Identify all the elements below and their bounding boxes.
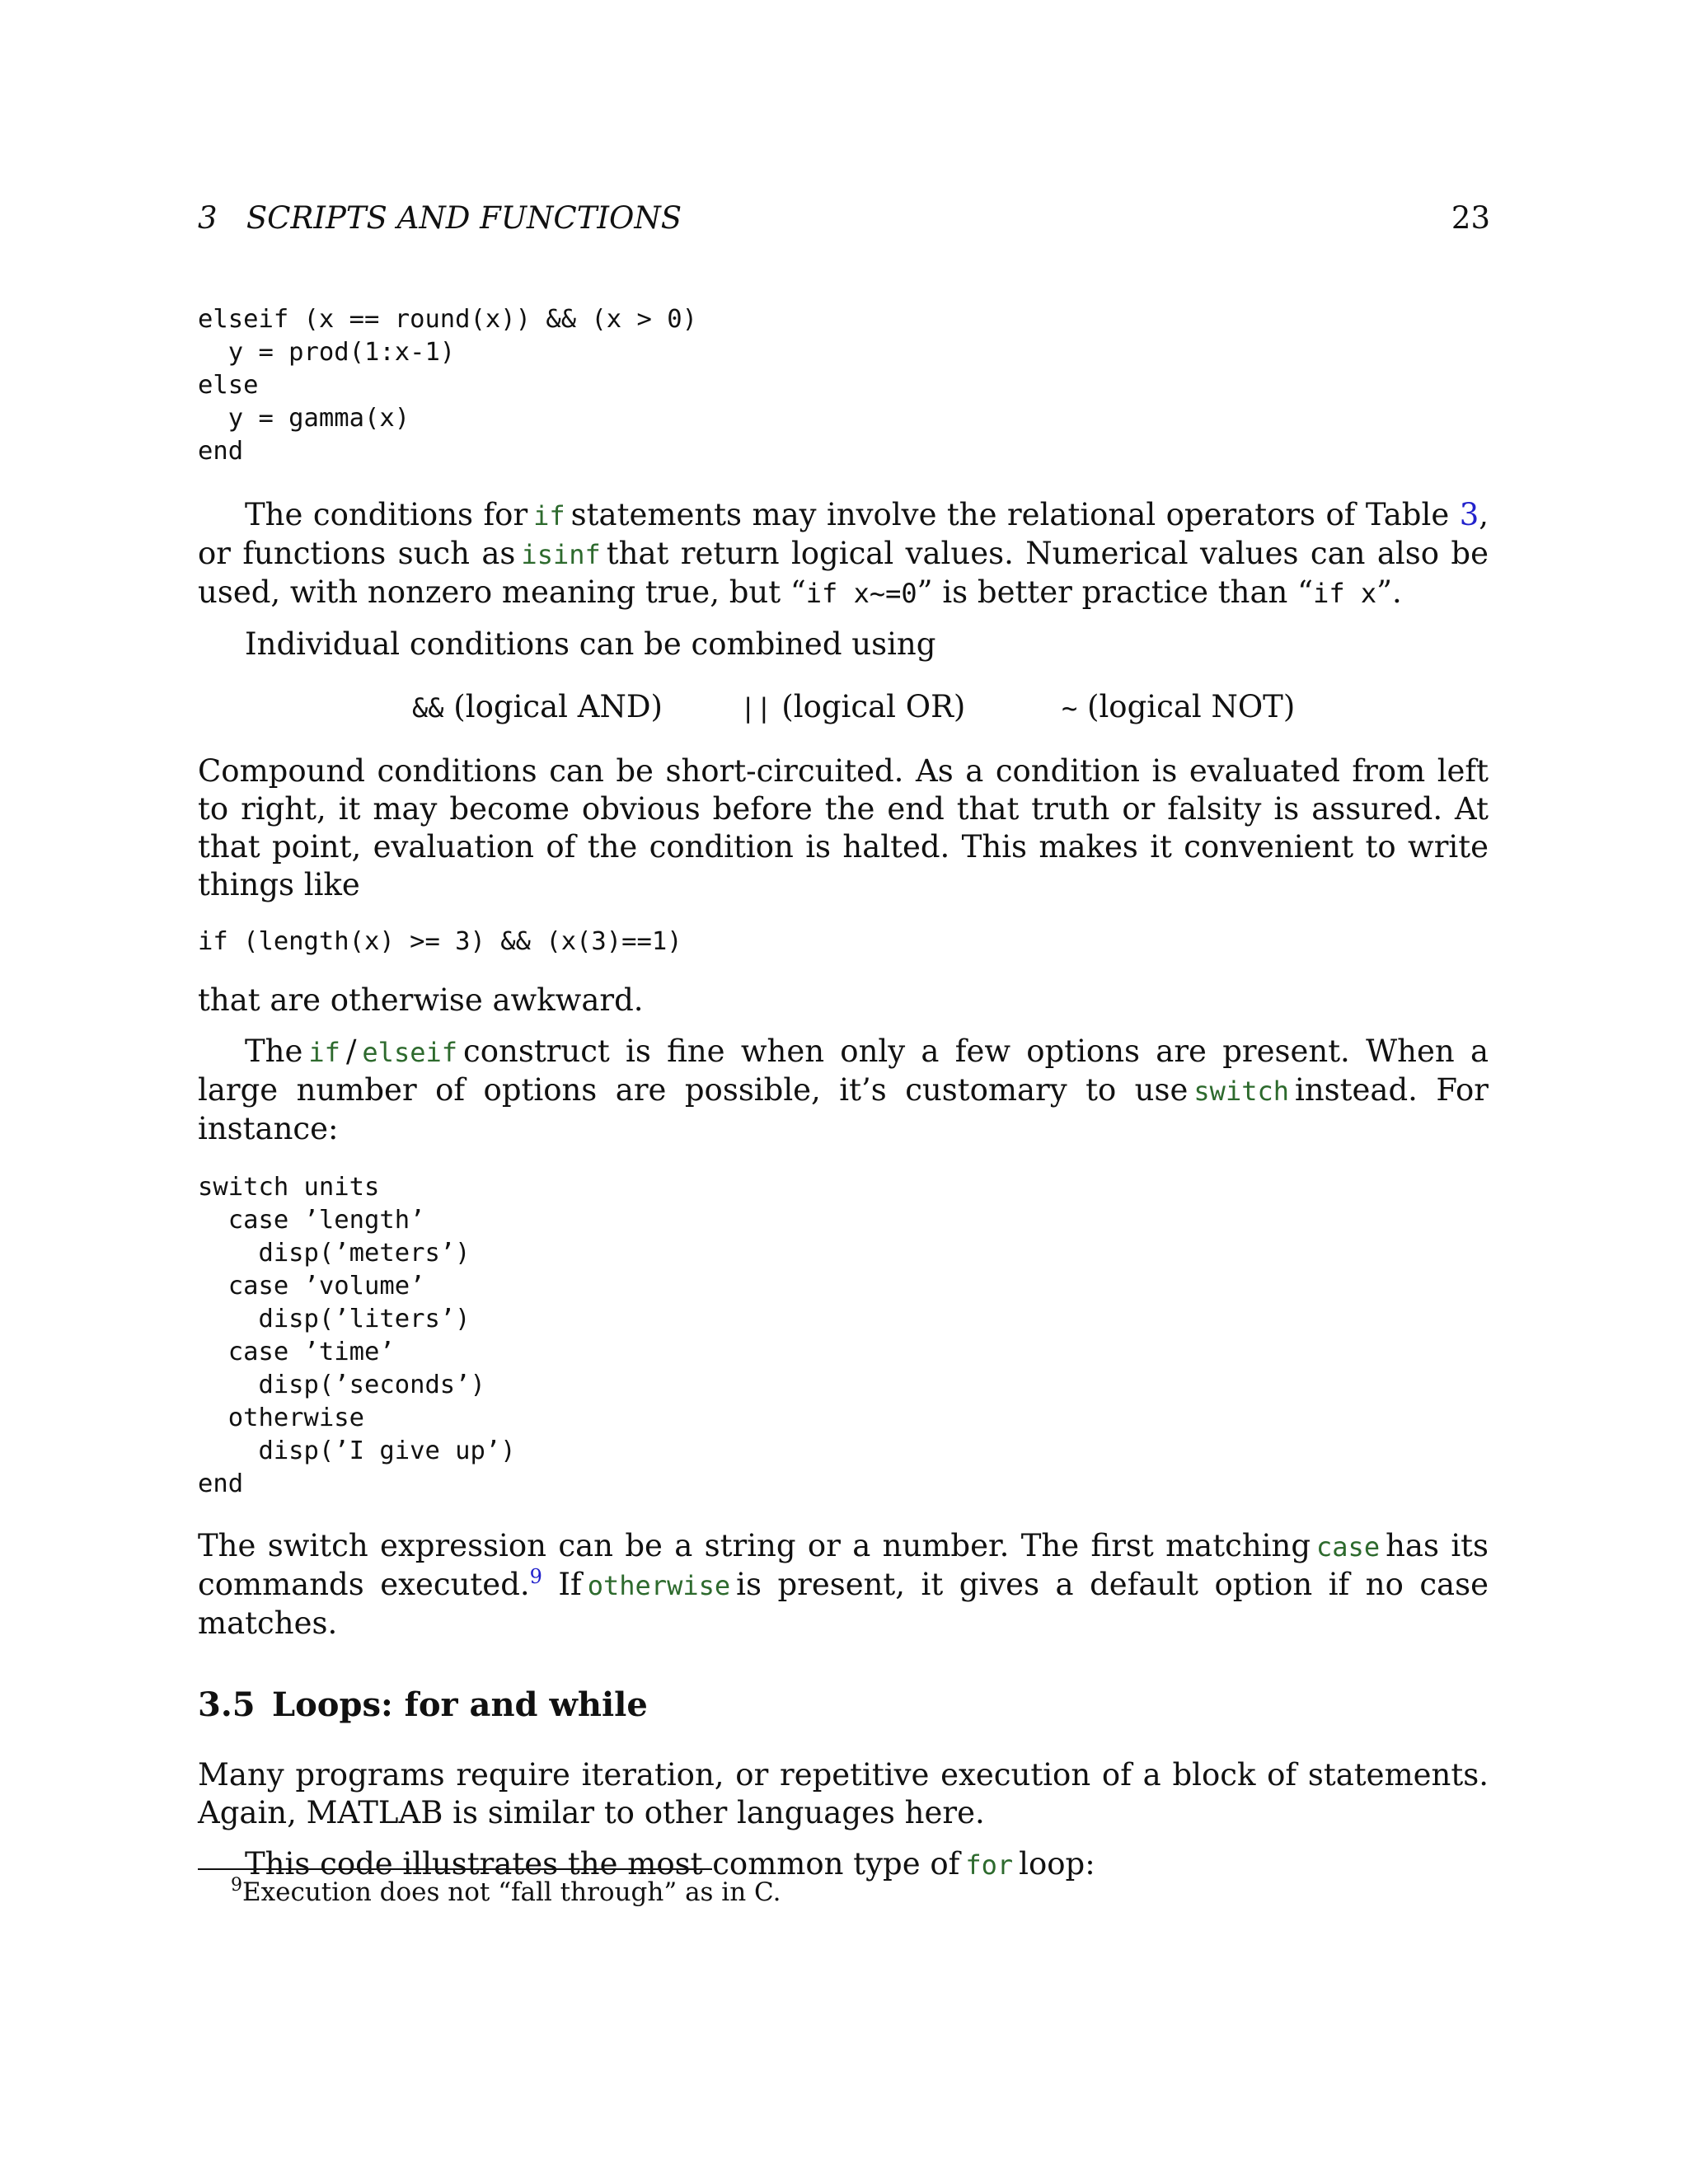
paragraph-conditions (198, 496, 1489, 612)
text: ” is better practice than “ (917, 574, 1314, 610)
text: has its commands executed. (198, 1528, 1489, 1602)
text: The switch expression can be a string or a number. The first matching (198, 1528, 1311, 1563)
keyword-for: for (965, 1849, 1014, 1881)
footnote-divider (198, 1868, 712, 1870)
text: construct is fine when only a few options are present. When a large number of options are possible, it’s customary to use (198, 1033, 1489, 1108)
section-number: 3.5 (198, 1685, 256, 1724)
keyword-elseif: elseif (362, 1037, 457, 1068)
paragraph-iteration: Many programs require iteration, or repetitive execution of a block of statements. Again, MATLAB is similar to other languages here. (198, 1757, 1489, 1830)
paragraph-switch-intro (198, 1033, 1489, 1148)
operator-or (740, 687, 965, 729)
text: / (345, 1033, 357, 1069)
text: The conditions for (245, 497, 528, 532)
operator-label: (logical NOT) (1087, 689, 1296, 724)
table-reference-link[interactable]: 3 (1459, 497, 1479, 532)
keyword-case: case (1316, 1531, 1381, 1563)
keyword-otherwise: otherwise (587, 1570, 731, 1601)
paragraph-short-circuit: Compound conditions can be short-circuited. As a condition is evaluated from left to right, it may become obvious before the end that truth or falsity is assured. At that point, evaluation of the condition is halted. This makes it convenient to write things like (198, 753, 1489, 902)
section-heading (198, 1684, 1489, 1727)
operator-label: (logical OR) (781, 689, 966, 724)
code-block-switch: switch units case ’length’ disp(’meters’) case ’volume’ disp(’liters’) case ’time’ disp(’seconds’) otherwise disp(’I give up’) end (198, 1173, 516, 1498)
keyword-if: if (533, 500, 565, 532)
keyword-switch: switch (1193, 1076, 1289, 1107)
text: , or functions such as (198, 497, 1489, 571)
text: that return logical values. Numerical values can also be used, with nonzero meaning true, but “ (198, 536, 1489, 610)
operator-symbol: && (412, 692, 444, 724)
page-number: 23 (1451, 200, 1490, 236)
inline-code-if-x: if x (1313, 578, 1377, 609)
paragraph-combine: Individual conditions can be combined using (245, 626, 936, 662)
chapter-title: 3 SCRIPTS AND FUNCTIONS (198, 200, 682, 236)
text: If (542, 1567, 582, 1602)
logical-operators-row (198, 687, 1489, 728)
code-block-if-elseif: elseif (x == round(x)) && (x > 0) y = prod(1:x-1) else y = gamma(x) end (198, 305, 697, 466)
footnote-reference[interactable]: 9 (529, 1565, 542, 1588)
footnote-text: Execution does not “fall through” as in C. (242, 1877, 781, 1907)
keyword-isinf: isinf (521, 539, 601, 570)
text: instead. For instance: (198, 1072, 1489, 1146)
operator-symbol: ~ (1062, 692, 1078, 724)
paragraph-awkward: that are otherwise awkward. (198, 982, 644, 1018)
section-title: Loops: for and while (272, 1685, 648, 1724)
operator-label: (logical AND) (453, 689, 663, 724)
text: This code illustrates the most common type of (245, 1846, 960, 1882)
text: is present, it gives a default option if no case matches. (198, 1567, 1489, 1641)
footnote-mark: 9 (231, 1875, 242, 1896)
running-head (198, 198, 1490, 239)
footnote (231, 1876, 781, 1909)
operator-symbol: || (740, 692, 772, 724)
operator-and (412, 687, 663, 729)
text: ”. (1376, 574, 1402, 610)
code-block-if-length: if (length(x) >= 3) && (x(3)==1) (198, 927, 682, 956)
inline-code-if-x-ne-0: if x~=0 (805, 578, 917, 609)
text: The (245, 1033, 303, 1069)
paragraph-switch-expression (198, 1527, 1489, 1643)
operator-not (1062, 687, 1295, 729)
page-body (198, 303, 1489, 1884)
text: loop: (1019, 1846, 1095, 1882)
keyword-if: if (308, 1037, 340, 1068)
text: statements may involve the relational operators of Table (570, 497, 1450, 532)
